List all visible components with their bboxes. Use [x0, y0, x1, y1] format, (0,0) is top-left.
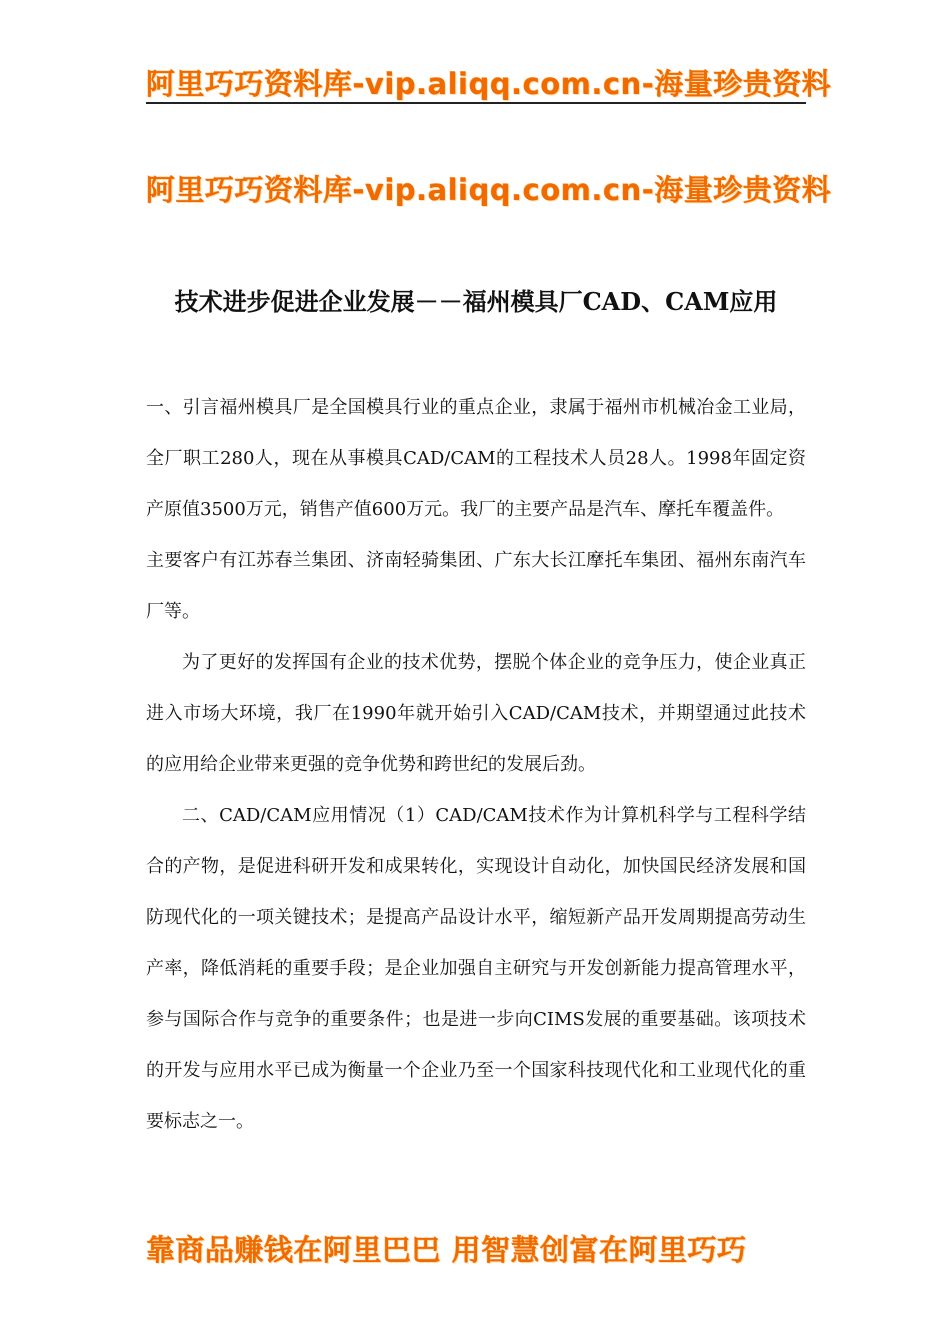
paragraph-application: 二、CAD/CAM应用情况（1）CAD/CAM技术作为计算机科学与工程科学结合的产物，是促进科研开发和成果转化，实现设计自动化，加快国民经济发展和国防现代化的一项关键技术；是提高产品设计水平，缩短新产品开发周期提高劳动生产率，降低消耗的重要手段；是企业加强自主研究与开发创新能力提高管理水平，参与国际合作与竞争的重要条件；也是进一步向CIMS发展的重要基础。该项技术的开发与应用水平已成为衡量一个企业乃至一个国家科技现代化和工业现代化的重要标志之一。	[146, 805, 806, 1132]
paragraph-customers: 主要客户有江苏春兰集团、济南轻骑集团、广东大长江摩托车集团、福州东南汽车厂等。	[146, 550, 806, 622]
document-title: 技术进步促进企业发展－－福州模具厂CAD、CAM应用	[174, 287, 778, 316]
secondary-banner: 阿里巧巧资料库-vip.aliqq.com.cn-海量珍贵资料	[146, 173, 832, 207]
header-banner-text: 阿里巧巧资料库-vip.aliqq.com.cn-海量珍贵资料	[146, 67, 832, 101]
paragraph-intro: 一、引言福州模具厂是全国模具行业的重点企业，隶属于福州市机械冶金工业局，全厂职工280人，现在从事模具CAD/CAM的工程技术人员28人。1998年固定资产原值3500万元，销售产值600万元。我厂的主要产品是汽车、摩托车覆盖件。	[146, 397, 806, 520]
paragraph-motivation: 为了更好的发挥国有企业的技术优势，摆脱个体企业的竞争压力，使企业真正进入市场大环境，我厂在1990年就开始引入CAD/CAM技术，并期望通过此技术的应用给企业带来更强的竞争优势和跨世纪的发展后劲。	[146, 652, 806, 775]
document-body	[146, 382, 806, 1147]
footer-banner: 靠商品赚钱在阿里巴巴 用智慧创富在阿里巧巧	[146, 1233, 747, 1267]
header-banner	[146, 58, 832, 104]
